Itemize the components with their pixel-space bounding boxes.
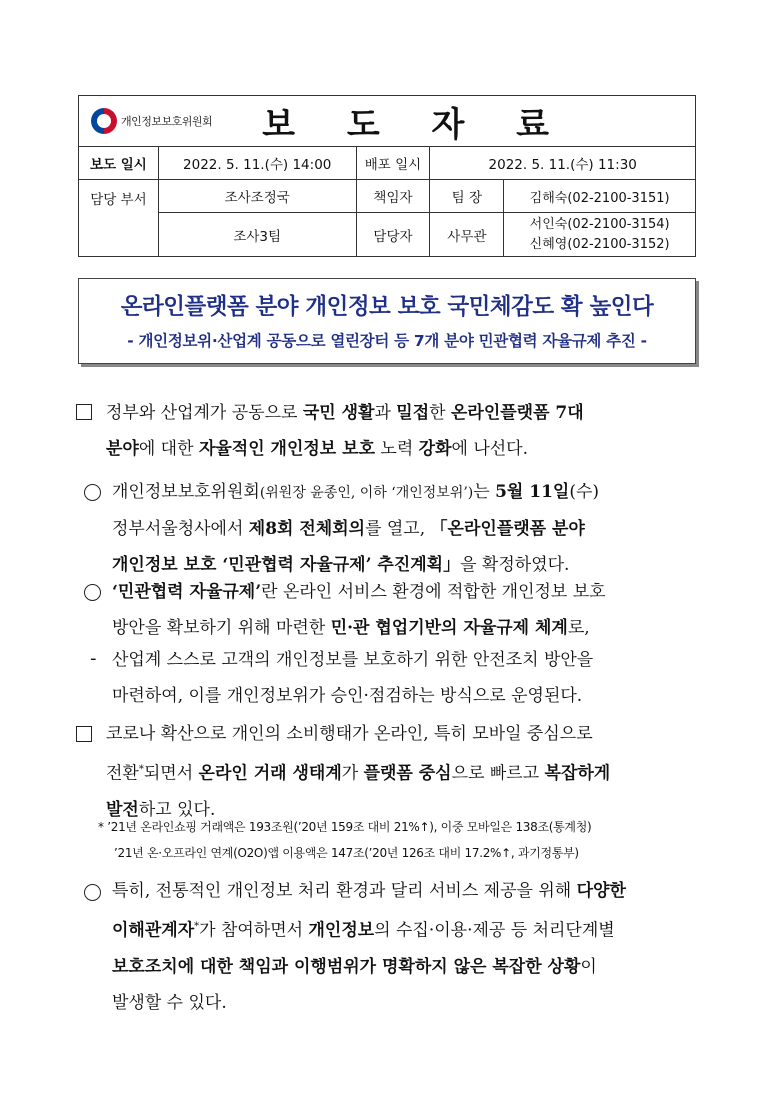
footnote-2: ’21년 온·오프라인 연계(O2O)앱 이용액은 147조(’20년 126조 대비 17.2%↑, 과기정통부) [114, 846, 579, 860]
contact-name-2: 신혜영(02-2100-3152) [529, 236, 670, 252]
circle-bullet-icon [84, 884, 101, 906]
paragraph-6: 특히, 전통적인 개인정보 처리 환경과 달리 서비스 제공을 위해 다양한 이해관계자*가 참여하면서 개인정보의 수집·이용·제공 등 처리단계별 보호조치에 대한 책임과 이행범위가 명확하지 않은 복잡한 상황이 발생할 수 있다. [112, 881, 626, 1013]
headline-subtitle: - 개인정보위·산업계 공동으로 열린장터 등 7개 분야 민관협력 자율규제 추진 - [127, 332, 647, 350]
press-release-header-table [78, 95, 696, 257]
circle-bullet-icon [84, 584, 101, 606]
headline-title: 온라인플랫폼 분야 개인정보 보호 국민체감도 확 높인다 [120, 294, 654, 320]
responsible-label: 책임자 [356, 180, 430, 213]
distribution-date-label: 배포 일시 [356, 147, 430, 180]
paragraph-2: 개인정보보호위원회(위원장 윤종인, 이하 ‘개인정보위’)는 5월 11일(수) 정부서울청사에서 제8회 전체회의를 열고, 「온라인플랫폼 분야 개인정보 보호 ‘민관협력 자율규제’ 추진계획」을 확정하였다. [112, 482, 600, 575]
org-name: 개인정보보호위원회 [121, 115, 213, 128]
department-label: 담당 부서 [79, 180, 159, 257]
headline-box [78, 278, 696, 364]
paragraph-3: ‘민관협력 자율규제’란 온라인 서비스 환경에 적합한 개인정보 보호 방안을 확보하기 위해 마련한 민·관 협업기반의 자율규제 체계로, [112, 582, 606, 638]
paragraph-5: 코로나 확산으로 개인의 소비행태가 온라인, 특히 모바일 중심으로 전환*되면서 온라인 거래 생태계가 플랫폼 중심으로 빠르고 복잡하게 발전하고 있다. [106, 724, 611, 820]
contact-role: 사무관 [430, 213, 504, 257]
government-emblem-icon [91, 108, 117, 134]
report-date-label: 보도 일시 [79, 147, 159, 180]
paragraph-1: 정부와 산업계가 공동으로 국민 생활과 밀접한 온라인플랫폼 7대 분야에 대한 자율적인 개인정보 보호 노력 강화에 나선다. [106, 403, 584, 459]
responsible-role: 팀 장 [430, 180, 504, 213]
department-team: 조사3팀 [158, 213, 356, 257]
contact-name-1: 서인숙(02-2100-3154) [529, 216, 670, 232]
square-bullet-icon [76, 726, 92, 747]
footnote-1: * ’21년 온라인쇼핑 거래액은 193조원(’20년 159조 대비 21%↑), 이중 모바일은 138조(통계청) [98, 820, 592, 834]
department-bureau: 조사조정국 [158, 180, 356, 213]
square-bullet-icon [76, 404, 92, 425]
report-date: 2022. 5. 11.(수) 14:00 [158, 147, 356, 180]
paragraph-4: 산업계 스스로 고객의 개인정보를 보호하기 위한 안전조치 방안을 마련하여, 이를 개인정보위가 승인·점검하는 방식으로 운영된다. [112, 650, 594, 706]
distribution-date: 2022. 5. 11.(수) 11:30 [430, 147, 696, 180]
dash-bullet: - [90, 648, 97, 669]
circle-bullet-icon [84, 484, 101, 506]
contact-label: 담당자 [356, 213, 430, 257]
document-title: 보 도 자 료 [262, 104, 570, 145]
responsible-name: 김해숙(02-2100-3151) [504, 180, 696, 213]
